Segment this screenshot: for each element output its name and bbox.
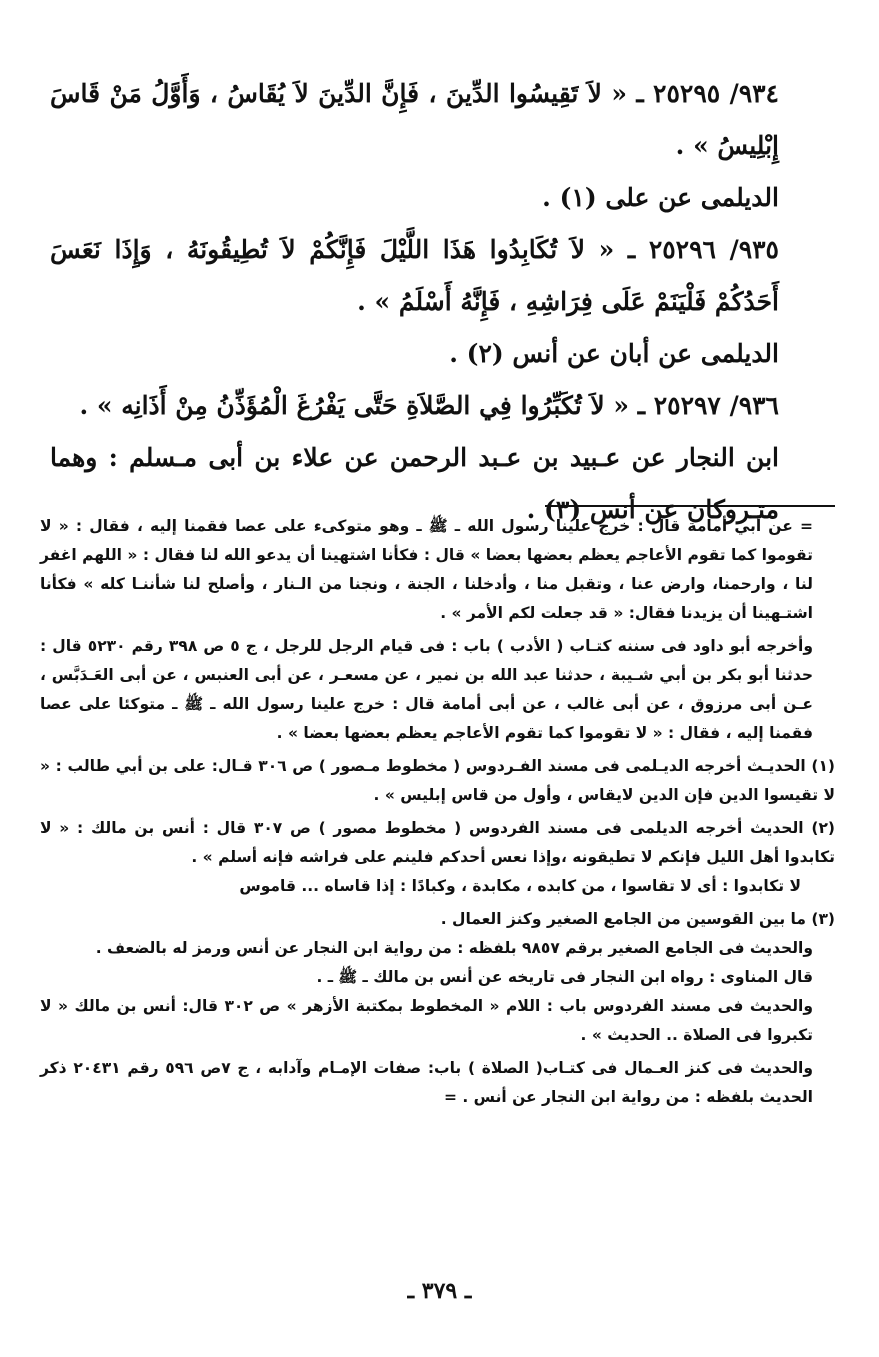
footnote-3-firdaws: والحديث فى مسند الفردوس باب : اللام « المخطوط بمكتبة الأزهر » ص ٣٠٢ قال: أنس بن مالك « لا تكبروا فى الصلاة .. الحديث » . [40,997,814,1044]
footnote-continuation-2: وأخرجه أبو داود فى سننه كتـاب ( الأدب ) باب : فى قيام الرجل للرجل ، ج ٥ ص ٣٩٨ رقم ٥٢٣٠ قال : حدثنا أبو بكر بن أبي شـيبة ، حدثنا عبد الله بن نمير ، عن مسعـر ، عن أبى العنبس ، عن أبى العَـدَبَّس ، عـن أبى مرزوق ، عن أبى غالب ، عن أبى أمامة قال : خرج علينا رسول الله ـ ﷺ ـ متوكئا على عصا فقمنا إليه ، فقال : « لا تقوموا كما تقوم الأعاجم يعظم بعضها بعضا » . [40,637,813,742]
footnote-3-munawi: قال المناوى : رواه ابن النجار فى تاريخه عن أنس بن مالك ـ ﷺ ـ . [316,968,813,986]
source-934: الديلمى عن على (١) . [542,183,779,212]
footnote-1: (١) الحديـث أخرجه الديـلمى فى مسند الفـردوس ( مخطوط مـصور ) ص ٣٠٦ قـال: على بن أبي طالب : « لا تقيسوا الدين فإن الدين لايقاس ، وأول من قاس إبليس » . [40,757,835,804]
hadith-936: ٩٣٦/ ٢٥٢٩٧ ـ « لاَ تُكَبِّرُوا فِي الصَّلاَةِ حَتَّى يَفْرُغَ الْمُؤَذِّنُ مِنْ أَذَانِه » . [79,391,779,420]
footnotes [40,512,835,1112]
footnote-separator [545,505,835,507]
source-935: الديلمى عن أبان عن أنس (٢) . [449,339,779,368]
footnote-3-kanz: والحديث فى كنز العـمال فى كتـاب( الصلاة ) باب: صفات الإمـام وآدابه ، ج ٧ص ٥٩٦ رقم ٢٠٤٣١ ذكر الحديث بلفظه : من رواية ابن النجار عن أنس . = [40,1059,813,1106]
page-number: ـ ٣٧٩ ـ [407,1278,472,1304]
footnote-3: (٣) ما بين القوسين من الجامع الصغير وكنز العمال . [440,910,835,928]
hadith-934: ٩٣٤/ ٢٥٢٩٥ ـ « لاَ تَقِيسُوا الدِّينَ ، فَإِنَّ الدِّينَ لاَ يُقَاسُ ، وَأَوَّلُ مَنْ قَاسَ إِبْلِيسُ » . [50,79,779,160]
hadith-935: ٩٣٥/ ٢٥٢٩٦ ـ « لاَ تُكَابِدُوا هَذَا اللَّيْلَ فَإِنَّكُمْ لاَ تُطِيقُونَهُ ، وَإِذَا نَعَسَ أَحَدُكُمْ فَلْيَنَمْ عَلَى فِرَاشِهِ ، فَإِنَّهُ أَسْلَمُ » . [50,235,779,316]
footnote-3-jami: والحديث فى الجامع الصغير برقم ٩٨٥٧ بلفظه : من رواية ابن النجار عن أنس ورمز له بالضعف . [95,939,813,957]
footnote-2-gloss: لا تكابدوا : أى لا تقاسوا ، من كابده ، مكابدة ، وكبادًا : إذا قاساه ... قاموس [239,877,801,895]
footnote-2: (٢) الحديث أخرجه الديلمى فى مسند الفردوس ( مخطوط مصور ) ص ٣٠٧ قال : أنس بن مالك : « لا تكابدوا أهل الليل فإنكم لا تطيقونه ،وإذا نعس أحدكم فلينم على فراشه فإنه أسلم » . [40,819,835,866]
source-936: ابن النجار عن عـبيد بن عـبد الرحمن عن علاء بن أبى مـسلم : وهما متـروكان عن أنس (٣) . [50,443,779,524]
footnote-continuation-1: = عن أبي أمامة قال : خرج علينا رسول الله ـ ﷺ ـ وهو متوكىء على عصا فقمنا إليه ، فقال : « لا تقوموا كما تقوم الأعاجم يعظم بعضها بعضا » قال : فكأنا اشتهينا أن يدعو الله لنا فقال : « اللهم اغفر لنا ، وارحمنا، وارض عنا ، وتقبل منا ، وأدخلنا ، الجنة ، ونجنا من الـنار ، وأصلح لنا شأننـا كله » فكأنا اشتـهينا أن يزيدنا فقال: « قد جعلت لكم الأمر » . [40,517,813,622]
main-text [50,68,819,536]
